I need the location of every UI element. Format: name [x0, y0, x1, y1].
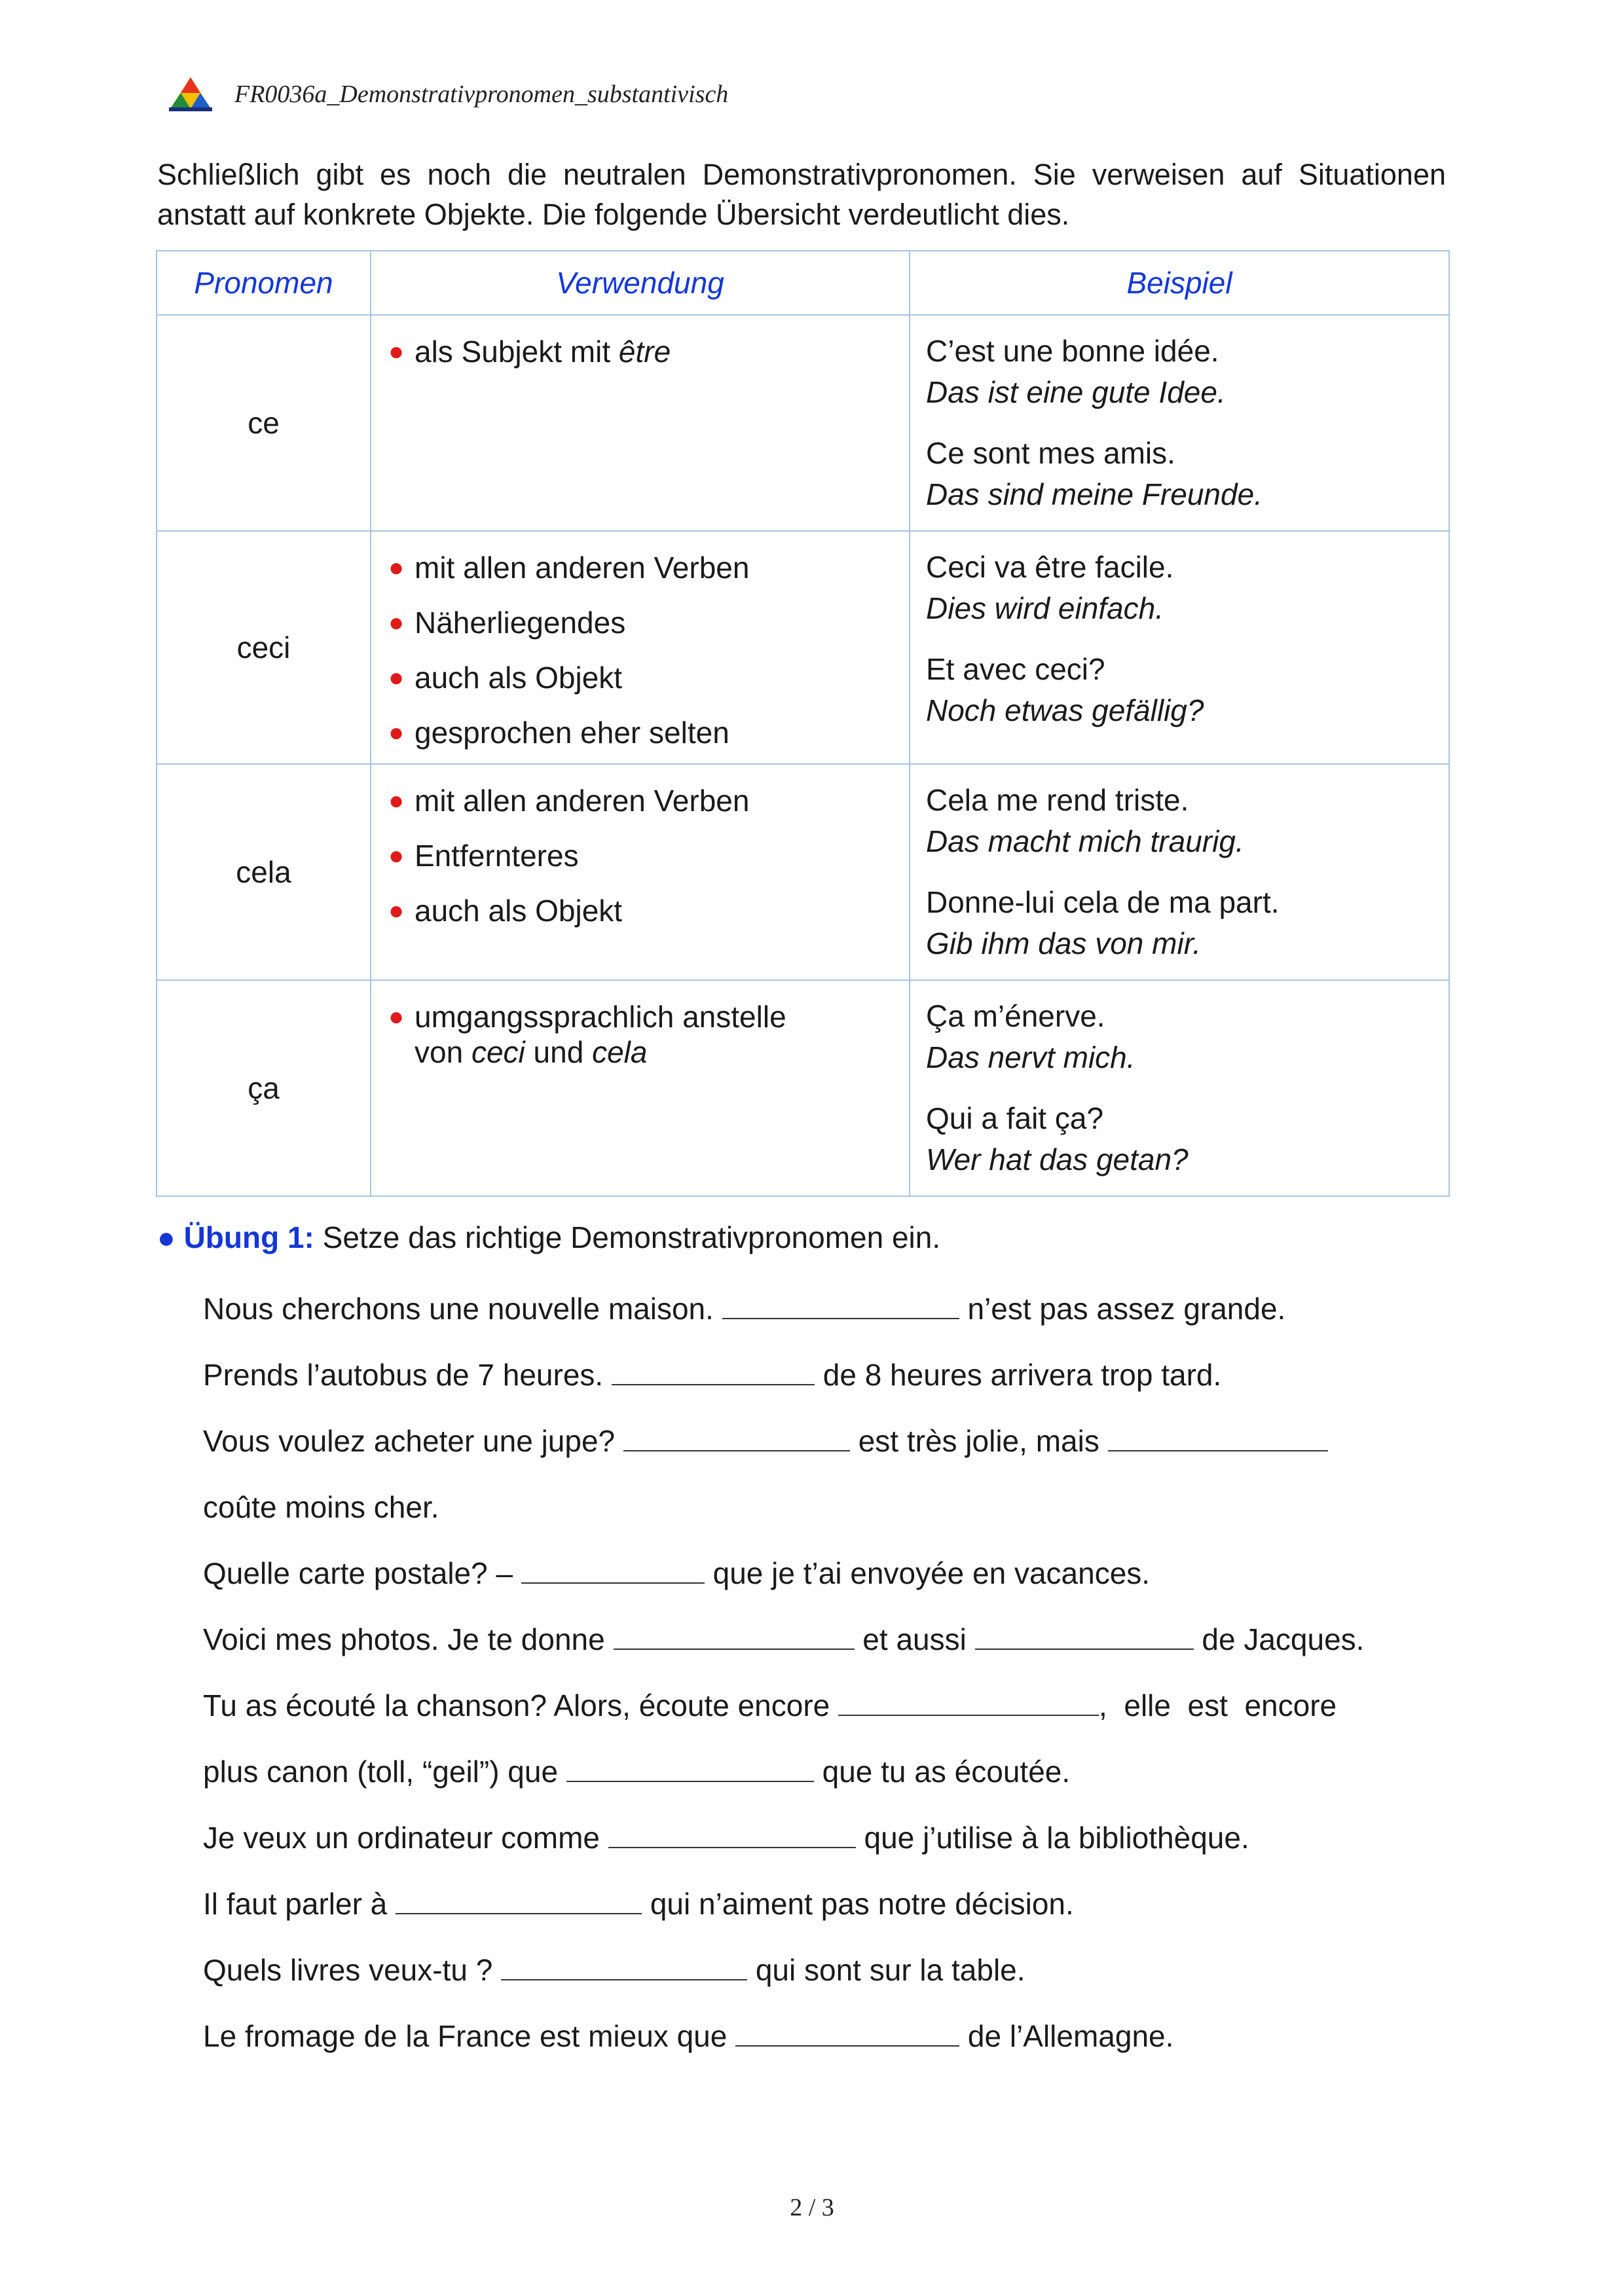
example-item: Ceci va être facile. Dies wird einfach. — [926, 550, 1174, 625]
document-title: FR0036a_Demonstrativpronomen_substantivisch — [234, 81, 729, 108]
blank-input[interactable] — [612, 1355, 815, 1385]
pronoun-cell: ça — [157, 980, 371, 1196]
triangle-logo-icon — [169, 76, 212, 113]
usage-item: ● mit allen anderen Verben — [388, 551, 750, 585]
bullet-icon: ● — [388, 337, 405, 366]
blank-input[interactable] — [396, 1884, 642, 1914]
header-beispiel: Beispiel — [910, 251, 1449, 315]
blank-input[interactable] — [566, 1752, 814, 1782]
header-verwendung: Verwendung — [371, 251, 910, 315]
blank-input[interactable] — [1108, 1421, 1328, 1451]
table-row — [157, 315, 1449, 531]
pronoun-cell: cela — [157, 764, 371, 980]
bullet-icon: ● — [388, 718, 405, 747]
pronoun-cell: ceci — [157, 531, 371, 764]
intro-paragraph: Schließlich gibt es noch die neutralen Demonstrativpronomen. Sie verweisen auf Situationen anstatt auf konkrete Objekte. Die folgende Übersicht verdeutlicht dies. — [157, 158, 1446, 231]
example-item: C’est une bonne idée. Das ist eine gute Idee. — [926, 334, 1226, 409]
usage-item: ● auch als Objekt — [388, 661, 623, 695]
bullet-icon: ● — [388, 663, 405, 692]
blank-input[interactable] — [838, 1686, 1099, 1716]
bullet-icon: ● — [388, 608, 405, 637]
pronoun-overview-table — [156, 250, 1450, 1197]
usage-cell — [371, 980, 910, 1196]
usage-cell — [371, 531, 910, 764]
example-cell — [910, 315, 1449, 531]
usage-item: ● auch als Objekt — [388, 894, 623, 928]
exercise-instruction: Setze das richtige Demonstrativpronomen ein. — [314, 1220, 941, 1254]
example-item: Donne-lui cela de ma part. Gib ihm das von mir. — [926, 885, 1280, 960]
bullet-icon: ● — [388, 1002, 405, 1031]
bullet-icon: ● — [388, 786, 405, 815]
blank-input[interactable] — [722, 1289, 959, 1319]
bullet-icon: ● — [388, 553, 405, 582]
blank-input[interactable] — [608, 1818, 856, 1848]
bullet-icon: ● — [157, 1220, 175, 1254]
usage-item: ● mit allen anderen Verben — [388, 784, 750, 818]
header-pronomen: Pronomen — [157, 251, 371, 315]
usage-item: ● als Subjekt mit être — [388, 335, 671, 369]
pronoun-cell: ce — [157, 315, 371, 531]
example-cell — [910, 531, 1449, 764]
example-cell — [910, 764, 1449, 980]
example-cell — [910, 980, 1449, 1196]
bullet-icon: ● — [388, 841, 405, 870]
page-header — [169, 73, 728, 115]
usage-item: ● gesprochen eher selten — [388, 716, 729, 750]
blank-input[interactable] — [501, 1950, 747, 1980]
blank-input[interactable] — [521, 1554, 705, 1584]
usage-item: ● umgangssprachlich anstelle von ceci und cela — [388, 1000, 786, 1069]
example-item: Et avec ceci? Noch etwas gefällig? — [926, 652, 1204, 727]
blank-input[interactable] — [623, 1421, 850, 1451]
usage-item: ● Entfernteres — [388, 839, 579, 873]
example-item: Ça m’énerve. Das nervt mich. — [926, 999, 1135, 1074]
exercise-heading — [157, 1218, 940, 1257]
bullet-icon: ● — [388, 896, 405, 925]
example-item: Cela me rend triste. Das macht mich traurig. — [926, 783, 1244, 858]
usage-cell — [371, 764, 910, 980]
table-header-row — [157, 251, 1449, 315]
example-item: Qui a fait ça? Wer hat das getan? — [926, 1101, 1189, 1176]
blank-input[interactable] — [735, 2016, 959, 2047]
table-row — [157, 764, 1449, 980]
blank-input[interactable] — [614, 1620, 855, 1650]
example-item: Ce sont mes amis. Das sind meine Freunde. — [926, 436, 1263, 511]
page-number: 2 / 3 — [790, 2194, 834, 2221]
exercise-label: Übung 1: — [183, 1220, 314, 1254]
table-row — [157, 980, 1449, 1196]
table-row — [157, 531, 1449, 764]
usage-cell — [371, 315, 910, 531]
blank-input[interactable] — [975, 1620, 1194, 1650]
usage-item: ● Näherliegendes — [388, 606, 626, 640]
